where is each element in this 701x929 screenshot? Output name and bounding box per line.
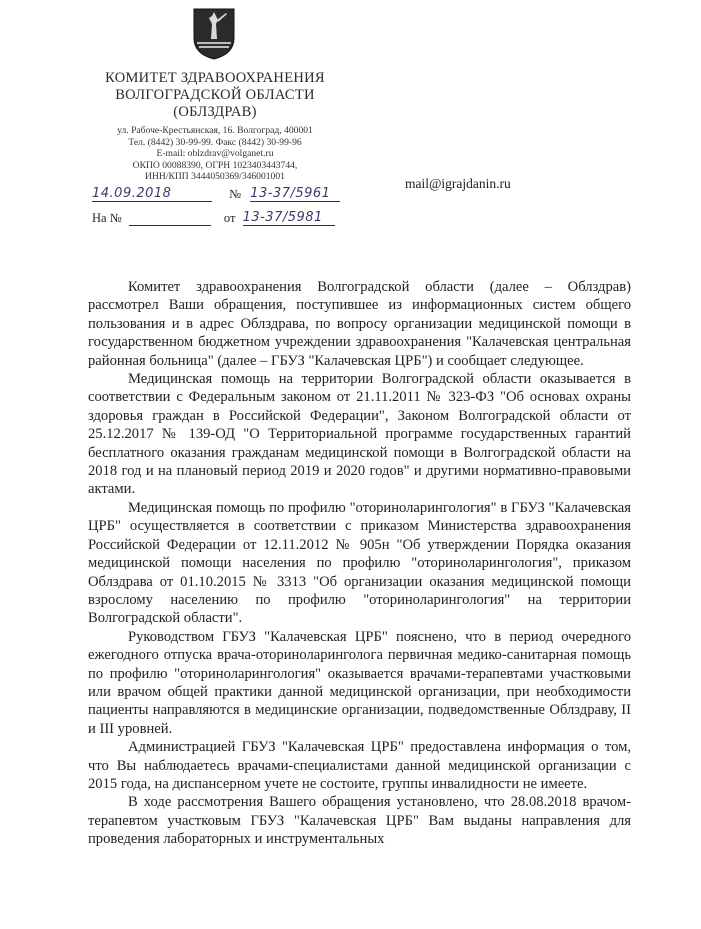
outgoing-reference — [92, 186, 340, 202]
from-value: 13-37/5981 — [243, 210, 335, 226]
letter-body — [88, 278, 631, 849]
paragraph-4: Руководством ГБУЗ "Калачевская ЦРБ" пояснено, что в период очередного ежегодного отпуска врача-оториноларинголога первичная медико-санитарная помощь по профилю "оториноларингология" оказывается врачами-терапевтами участковыми или врачом общей практики данной медицинской организации, при необходимости пациенты направляются в медицинские организации, подведомственные Облздраву, II и III уровней. — [88, 628, 631, 737]
paragraph-5: Администрацией ГБУЗ "Калачевская ЦРБ" предоставлена информация о том, что Вы наблюдаетесь врачами-специалистами данной медицинской организации с 2015 года, на диспансерном учете не состоите, группы инвалидности не имеете. — [88, 739, 631, 792]
organization-name — [90, 70, 340, 121]
outgoing-number: 13-37/5961 — [250, 186, 340, 202]
email-line: E-mail: oblzdrav@volganet.ru — [156, 148, 274, 159]
address-line: ул. Рабоче-Крестьянская, 16. Волгоград, 400001 — [117, 125, 313, 136]
org-name-line-3: (ОБЛЗДРАВ) — [173, 104, 257, 120]
okpo-line: ОКПО 00088390, ОГРН 1023403443744, — [132, 159, 298, 171]
paragraph-1: Комитет здравоохранения Волгоградской области (далее – Облздрав) рассмотрел Ваши обращения, поступившее из информационных систем общего пользования и в адрес Облздрава, по вопросу организации медицинской помощи в государственном бюджетном учреждении здравоохранения "Калачевская центральная районная больница" (далее – ГБУЗ "Калачевская ЦРБ") и сообщает следующее. — [88, 279, 631, 369]
org-name-line-2: ВОЛГОГРАДСКОЙ ОБЛАСТИ — [115, 87, 315, 103]
from-label: от — [223, 211, 236, 225]
inn-line: ИНН/КПП 3444050369/346001001 — [145, 171, 285, 182]
coat-of-arms-emblem — [193, 8, 235, 60]
on-number-label: На № — [92, 211, 122, 225]
contacts-block — [90, 125, 340, 183]
paragraph-3: Медицинская помощь по профилю "оториноларингология" в ГБУЗ "Калачевская ЦРБ" осуществляется в соответствии с приказом Министерства здравоохранения Российской Федерации от 12.11.2012 № 905н "Об утверждении Порядка оказания медицинской помощи населения по профилю "оториноларингология", приказом Облздрава от 01.10.2015 № 3313 "Об организации оказания медицинской помощи взрослому населению по профилю "оториноларингология" на территории Волгоградской области". — [88, 499, 631, 627]
paragraph-2: Медицинская помощь на территории Волгоградской области оказывается в соответствии с Федеральным законом от 21.11.2011 № 323-ФЗ "Об основах охраны здоровья граждан в Российской Федерации", Законом Волгоградской области от 25.12.2017 № 139-ОД "О Территориальной программе государственных гарантий бесплатного оказания гражданам медицинской помощи в Волгоградской области на 2018 год и на плановый период 2019 и 2020 годов" и другими нормативно-правовыми актами. — [88, 371, 631, 498]
paragraph-6: В ходе рассмотрения Вашего обращения установлено, что 28.08.2018 врачом-терапевтом участковым ГБУЗ "Калачевская ЦРБ" Вам выданы направления для проведения лабораторных и инструментальных — [88, 794, 631, 848]
incoming-reference — [92, 210, 335, 226]
on-number-blank — [129, 212, 211, 226]
recipient-email: mail@igrajdanin.ru — [405, 176, 511, 191]
phone-line: Тел. (8442) 30-99-99. Факс (8442) 30-99-96 — [128, 136, 302, 148]
org-name-line-1: КОМИТЕТ ЗДРАВООХРАНЕНИЯ — [105, 70, 325, 86]
number-label: № — [229, 187, 242, 201]
outgoing-date: 14.09.2018 — [92, 186, 212, 202]
